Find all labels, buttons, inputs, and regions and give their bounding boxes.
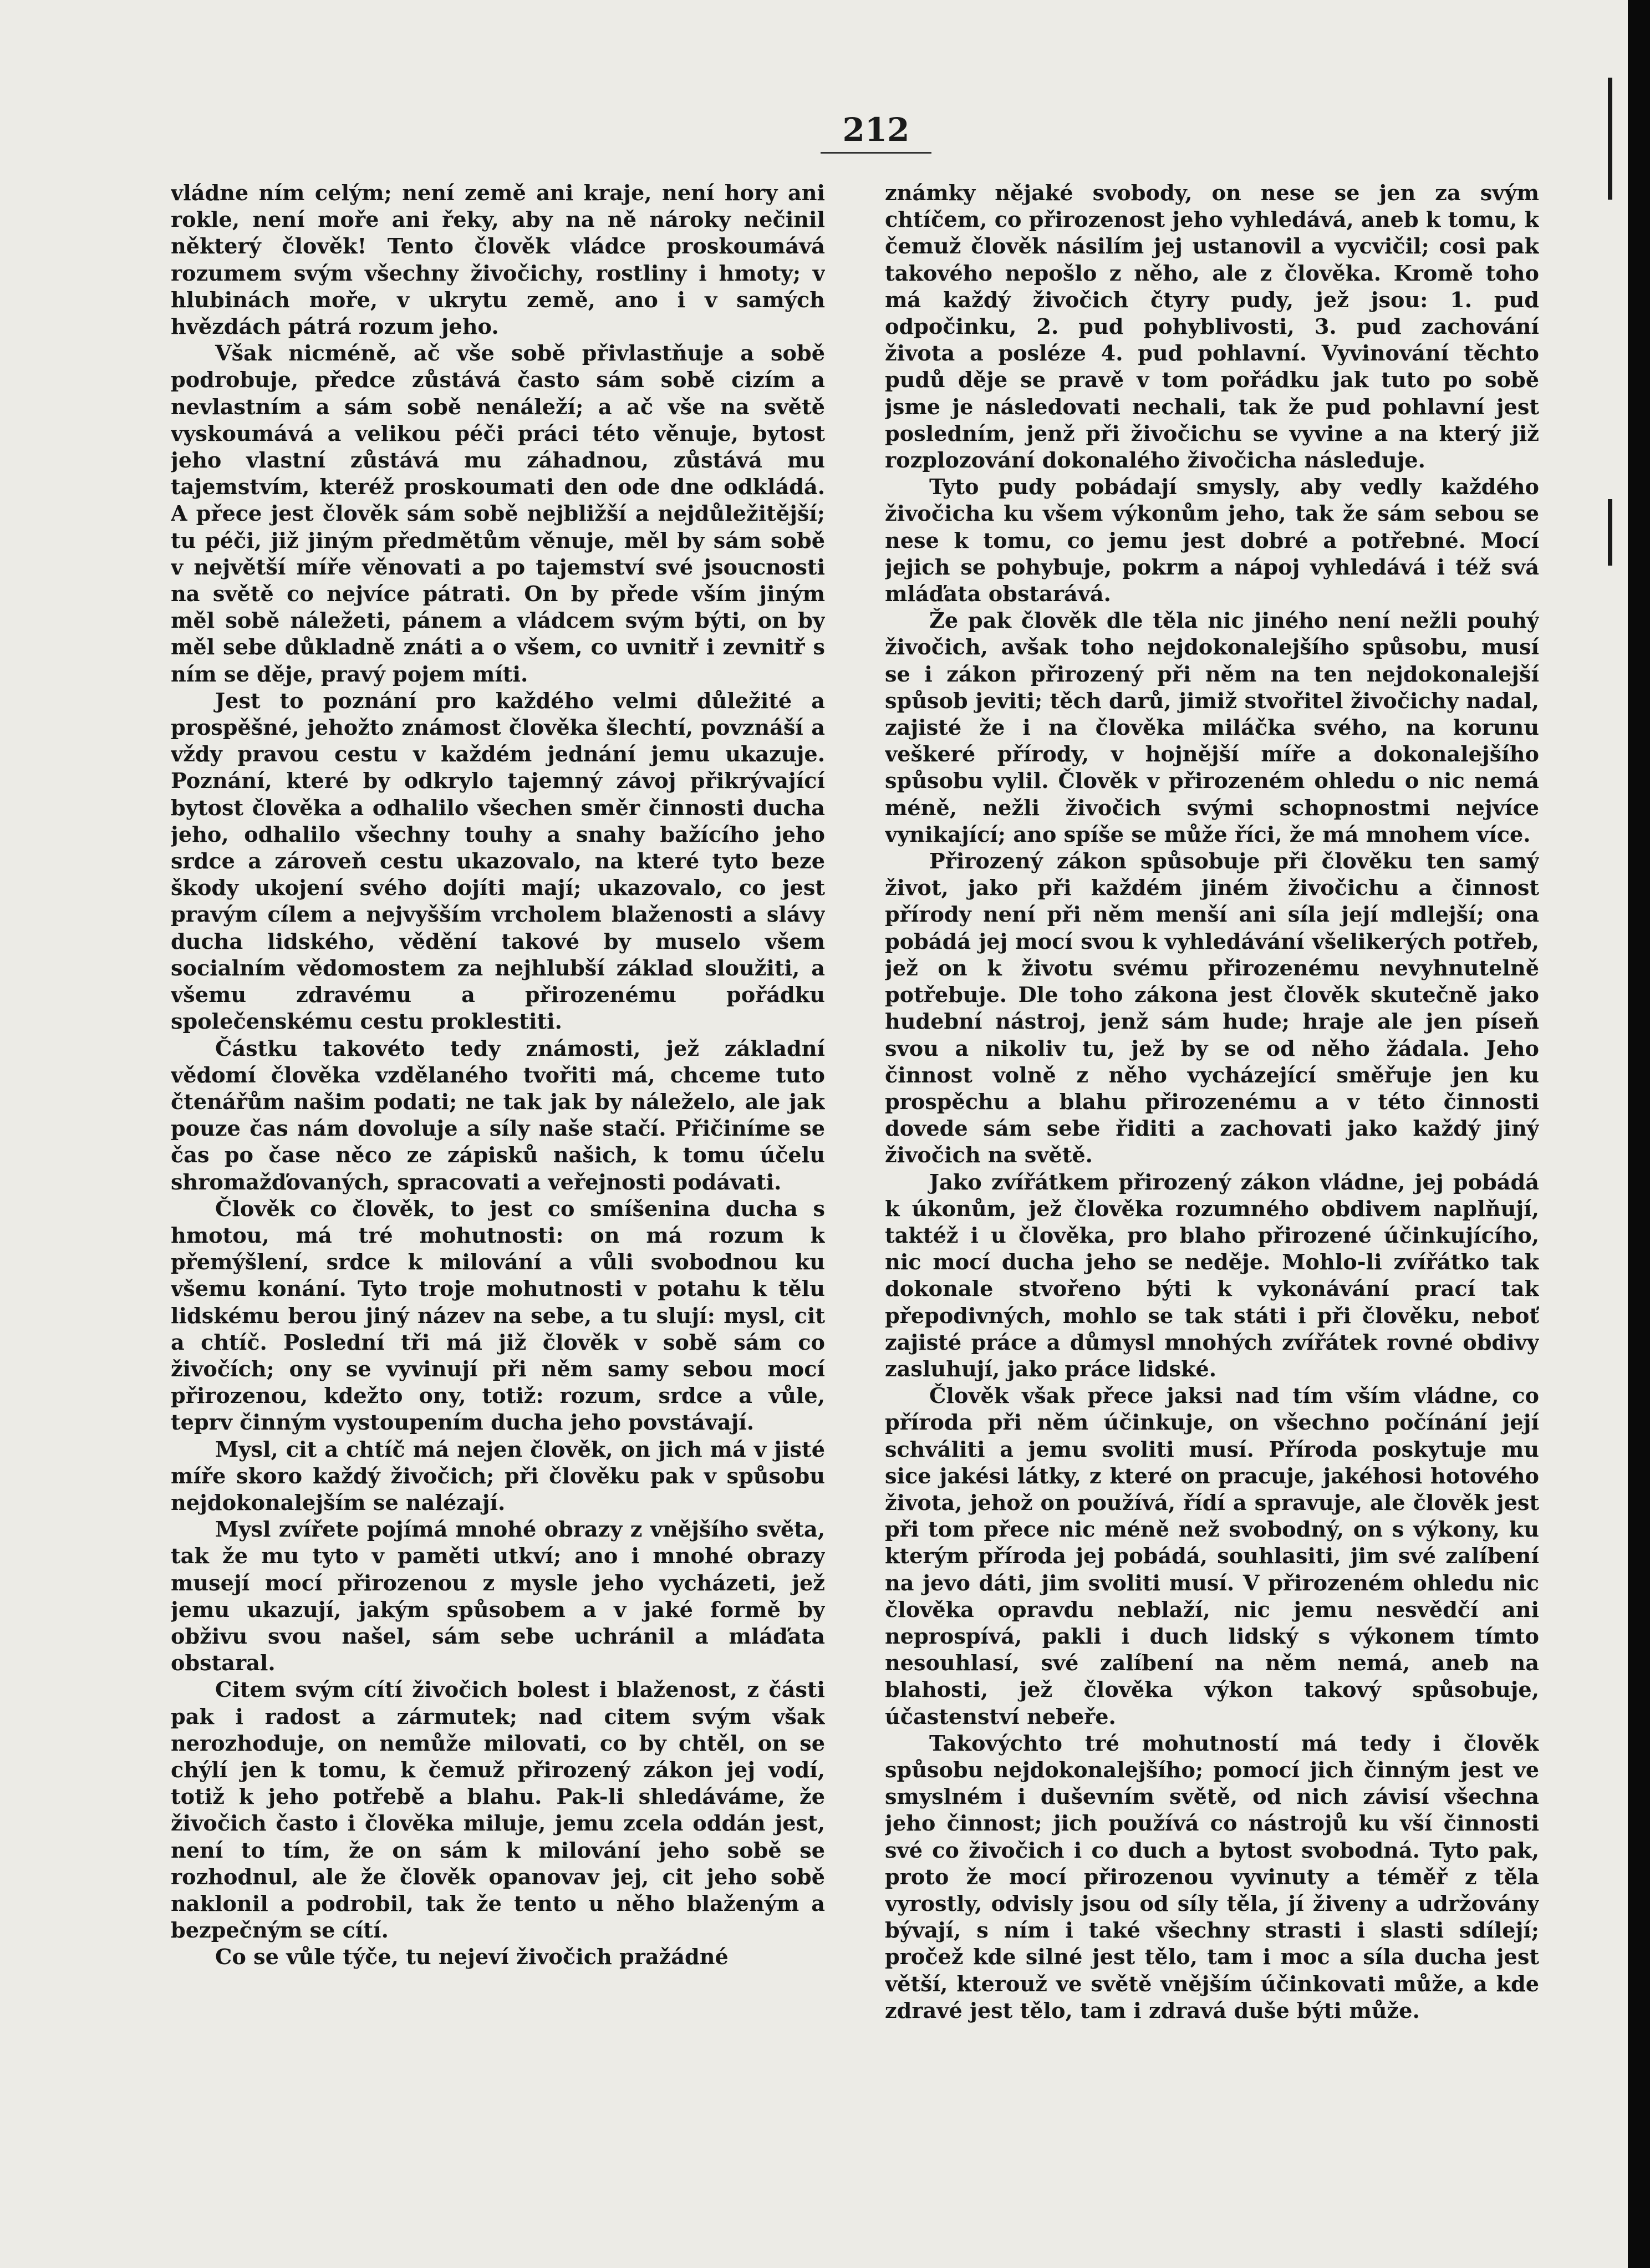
paragraph: Mysl, cit a chtíč má nejen člověk, on jich má v jisté míře skoro každý živočich; při člověku pak v spůsobu nejdokonalejším se nalézají. [171,1437,825,1516]
paragraph: vládne ním celým; není země ani kraje, není hory ani rokle, není moře ani řeky, aby na ně nároky nečinil některý člověk! Tento člověk vládce proskoumává rozumem svým všechny živočichy, rostliny i hmoty; v hlubinách moře, v ukrytu země, ano i v samých hvězdách pátrá rozum jeho. [171,181,825,340]
paragraph: Jest to poznání pro každého velmi důležité a prospěšné, jehožto známost člověka šlechtí, povznáší a vždy pravou cestu v každém jednání jemu ukazuje. Poznání, které by odkrylo tajemný závoj přikrývající bytost člověka a odhalilo všechen směr činnosti ducha jeho, odhalilo všechny touhy a snahy bažícího jeho srdce a zároveň cestu ukazovalo, na které tyto beze škody ukojení svého dojíti mají; ukazovalo, co jest pravým cílem a nejvyšším vrcholem blaženosti a slávy ducha lidského, vědění takové by muselo všem socialním vědomostem za nejhlubší základ sloužiti, a všemu zdravému a přirozenému pořádku společenskému cestu proklestiti. [171,688,825,1035]
paragraph: Však nicméně, ač vše sobě přivlastňuje a sobě podrobuje, předce zůstává často sám sobě cizím a nevlastním a sám sobě nenáleží; a ač vše na světě vyskoumává a velikou péči práci této věnuje, bytost jeho vlastní zůstává mu záhadnou, zůstává mu tajemstvím, kteréž proskoumati den ode dne odkládá. A přece jest člověk sám sobě nejbližší a nejdůležitější; tu péči, již jiným předmětům věnuje, měl by sám sobě v největší míře věnovati a po tajemství své jsoucnosti na světě co nejvíce pátrati. On by přede vším jiným měl sobě náležeti, pánem a vládcem svým býti, on by měl sebe důkladně znáti a o všem, co uvnitř i zevnitř s ním se děje, pravý pojem míti. [171,341,825,687]
page-number: 212 [821,111,931,154]
paragraph: Takovýchto tré mohutností má tedy i člověk spůsobu nejdokonalejšího; pomocí jich činným jest ve smyslném i duševním světě, od nich závisí všechna jeho činnost; jich používá co nástrojů ku vší činnosti své co živočich i co duch a bytost svobodná. Tyto pak, proto že mocí přirozenou vyvinuty a téměř z těla vyrostly, odvisly jsou od síly těla, jí živeny a udržovány bývají, s ním i také všechny strasti i slasti sdílejí; pročež kde silné jest tělo, tam i moc a síla ducha jest větší, kterouž ve světě vnějším účinkovati může, a kde zdravé jest tělo, tam i zdravá duše býti může. [885,1731,1539,2023]
paragraph: známky nějaké svobody, on nese se jen za svým chtíčem, co přirozenost jeho vyhledává, aneb k tomu, k čemuž člověk násilím jej ustanovil a vycvičil; cosi pak takového nepošlo z něho, ale z člověka. Kromě toho má každý živočich čtyry pudy, jež jsou: 1. pud odpočinku, 2. pud pohyblivosti, 3. pud zachování života a posléze 4. pud pohlavní. Vyvinování těchto pudů děje se pravě v tom pořádku jak tuto po sobě jsme je následovati nechali, tak že pud pohlavní jest posledním, jenž při živočichu se vyvine a na který již rozplozování dokonalého živočicha následuje. [885,181,1539,474]
paragraph: Člověk co člověk, to jest co smíšenina ducha s hmotou, má tré mohutnosti: on má rozum k přemýšlení, srdce k milování a vůli svobodnou ku všemu konání. Tyto troje mohutnosti v potahu k tělu lidskému berou jiný název na sebe, a tu slují: mysl, cit a chtíč. Poslední tři má již člověk v sobě sám co živočích; ony se vyvinují při něm samy sebou mocí přirozenou, kdežto ony, totiž: rozum, srdce a vůle, teprv činným vystoupením ducha jeho povstávají. [171,1196,825,1436]
right-edge-mark [1608,78,1612,200]
left-text-column [171,180,825,2182]
paragraph: Přirozený zákon spůsobuje při člověku ten samý život, jako při každém jiném živočichu a činnost přírody není při něm menší ani síla její mdlejší; ona pobádá jej mocí svou k vyhledávání všelikerých potřeb, jež on k životu svému přirozenému nevyhnutelně potřebuje. Dle toho zákona jest člověk skutečně jako hudební nástroj, jenž sám hude; hraje ale jen píseň svou a nikoliv tu, jež by se od něho žádala. Jeho činnost volně z něho vycházející směřuje jen ku prospěchu a blahu přirozenému a v této činnosti dovede sám sebe řiditi a zachovati jako každý jiný živočich na světě. [885,849,1539,1168]
paragraph: Jako zvířátkem přirozený zákon vládne, jej pobádá k úkonům, jež člověka rozumného obdivem naplňují, taktéž i u člověka, pro blaho přirozené účinkujícího, nic mocí ducha jeho se neděje. Mohlo-li zvířátko tak dokonale stvořeno býti k vykonávání prací tak přepodivných, mohlo se tak státi i při člověku, neboť zajisté práce a důmysl mnohých zvířátek rovné obdivy zasluhují, jako práce lidské. [885,1169,1539,1382]
paragraph: Částku takovéto tedy známosti, jež základní vědomí člověka vzdělaného tvořiti má, chceme tuto čtenářům našim podati; ne tak jak by náleželo, ale jak pouze čas nám dovoluje a síly naše stačí. Přičiníme se čas po čase něco ze zápisků našich, k tomu účelu shromažďovaných, spracovati a veřejnosti podávati. [171,1036,825,1195]
paragraph: Citem svým cítí živočich bolest i blaženost, z části pak i radost a zármutek; nad citem svým však nerozhoduje, on nemůže milovati, co by chtěl, on se chýlí jen k tomu, k čemuž přirozený zákon jej vodí, totiž k jeho potřebě a blahu. Pak-li shledáváme, že živočich často i člověka miluje, jemu zcela oddán jest, není to tím, že on sám k milování jeho sobě se rozhodnul, ale že člověk opanovav jej, cit jeho sobě naklonil a podrobil, tak že tento u něho blaženým a bezpečným se cítí. [171,1677,825,1944]
paragraph: Co se vůle týče, tu nejeví živočich pražádné [215,1945,729,1970]
right-text-column [885,180,1539,2182]
paragraph: Že pak člověk dle těla nic jiného není nežli pouhý živočich, avšak toho nejdokonalejšího spůsobu, musí se i zákon přirozený při něm na ten nejdokonalejší spůsob jeviti; těch darů, jimiž stvořitel živočichy nadal, zajisté že i na člověka miláčka svého, na korunu veškeré přírody, v hojnější míře a dokonalejšího spůsobu vylil. Člověk v přirozeném ohledu o nic nemá méně, nežli živočich svými schopnostmi nejvíce vynikající; ano spíše se může říci, že má mnohem více. [885,608,1539,847]
paragraph: Mysl zvířete pojímá mnohé obrazy z vnějšího světa, tak že mu tyto v paměti utkví; ano i mnohé obrazy musejí mocí přirozenou z mysle jeho vycházeti, jež jemu ukazují, jakým spůsobem a v jaké formě by obživu svou našel, sám sebe uchránil a mláďata obstaral. [171,1517,825,1676]
right-edge-mark [1608,499,1612,566]
paragraph: Člověk však přece jaksi nad tím vším vládne, co příroda při něm účinkuje, on všechno počínání její schváliti a jemu svoliti musí. Příroda poskytuje mu sice jakési látky, z které on pracuje, jakéhosi hotového života, jehož on používá, řídí a spravuje, ale člověk jest při tom přece nic méně než svobodný, on s výkony, ku kterým příroda jej pobádá, souhlasiti, jim své zalíbení na jevo dáti, jim svoliti musí. V přirozeném ohledu nic člověka opravdu neblaží, nic jemu nesvědčí ani neprospívá, pakli i duch lidský s výkonem tímto nesouhlasí, své zalíbení na něm nemá, aneb na blahosti, jež člověka výkon takový spůsobuje, účastenství nebeře. [885,1384,1539,1730]
paragraph: Tyto pudy pobádají smysly, aby vedly každého živočicha ku všem výkonům jeho, tak že sám sebou se nese k tomu, co jemu jest dobré a potřebné. Mocí jejich se pohybuje, pokrm a nápoj vyhledává i též svá mláďata obstarává. [885,475,1539,607]
